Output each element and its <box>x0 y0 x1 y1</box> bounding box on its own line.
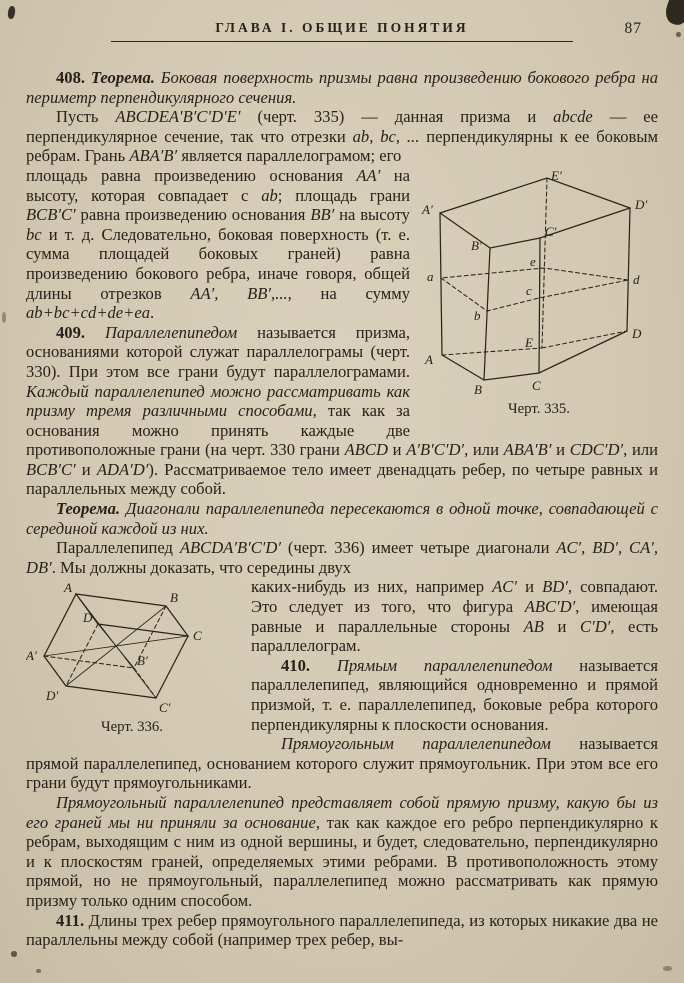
figure-336 <box>26 580 238 738</box>
prism-diagram <box>420 168 658 398</box>
text-run: и <box>543 616 580 636</box>
running-head: ГЛАВА I. ОБЩИЕ ПОНЯТИЯ <box>215 20 469 35</box>
text-block <box>26 20 658 950</box>
text-run: , есть параллелограм. <box>251 616 659 656</box>
text-run: BCB′C′ <box>26 205 76 225</box>
scan-speck <box>7 6 16 20</box>
scan-speck <box>2 312 6 323</box>
text-run: на высоту <box>334 205 410 225</box>
text-run: Пусть <box>56 107 116 127</box>
paragraph-diagonals-theorem <box>26 499 658 538</box>
page-body <box>26 68 658 950</box>
vertex-label: A <box>425 351 433 367</box>
text-run: AA′ <box>356 165 381 185</box>
text-run: . <box>150 303 155 323</box>
text-run: ABC′D′ <box>524 597 576 617</box>
text-run: Теорема. <box>56 499 121 519</box>
text-run: ABA′B′ <box>503 440 552 460</box>
text-run: C′D′ <box>580 616 611 636</box>
text-run: (черт. 336) имеет четыре диагонали <box>281 538 557 558</box>
page-header <box>26 20 658 50</box>
figure-caption-336: Черт. 336. <box>100 719 164 736</box>
text-run: A′B′C′D′ <box>406 440 465 460</box>
paragraph-rectangular-props <box>26 793 658 911</box>
text-run: перпендикулярны к ее боковым ребрам. Грань <box>26 126 658 166</box>
text-run: ABCDEA′B′C′D′E′ <box>115 107 241 127</box>
text-run: каких-нибудь из них, например <box>251 577 493 597</box>
text-run: ABCDA′B′C′D′ <box>179 538 282 558</box>
text-run: , имеющая равные и параллельные стороны <box>251 597 658 636</box>
text-run: AC′ <box>492 577 517 597</box>
vertex-label: E′ <box>551 167 562 183</box>
text-run: и <box>551 440 570 460</box>
text-run: ABCD <box>344 440 388 460</box>
scan-speck <box>676 32 681 37</box>
text-run: AC′, BD′, CA′, DB′ <box>26 538 658 577</box>
text-run: называется параллелепипед, являющийся одновременно и прямой призмой, т. е. параллелепипед, боковые ребра которого перпендикулярны к плоскости основания. <box>251 655 658 734</box>
text-run: на высоту, которая совпадает с <box>26 165 410 205</box>
text-run: называется призма, основаниями которой служат параллелограмы (черт. 330). При этом все грани будут параллелограмами. <box>26 322 411 381</box>
text-run: bc <box>26 224 42 244</box>
vertex-label: A′ <box>422 201 433 217</box>
vertex-label: c <box>526 282 532 298</box>
text-run: площадь равна произведению основания <box>26 165 357 185</box>
vertex-label: A′ <box>26 648 37 664</box>
text-run: ). Рассматриваемое тело имеет двенадцать ребер, по четыре равных и параллельных между собой. <box>26 459 658 499</box>
text-run: и <box>516 577 543 597</box>
text-run: , так как каждое его ребро перпендикулярно к ребрам, выходящим с ним из одной вершины, и будет, следовательно, перпендикулярно и к плоскостям граней, определяемых этими ребрами. В противоположность этому прямой, но не прямоугольный, параллелепипед можно рассматривать как прямую призму только одним способом. <box>26 812 658 910</box>
text-run: AA′, BB′,..., <box>190 283 292 303</box>
text-run: Диагонали параллелепипеда пересекаются в одной точке, совпадающей с серединой каждой из них. <box>26 499 658 538</box>
text-run: на сумму <box>291 283 410 303</box>
vertex-label: a <box>427 268 434 284</box>
vertex-label: B′ <box>471 237 482 253</box>
vertex-label: C <box>532 377 541 393</box>
paragraph-408 <box>26 68 658 107</box>
text-run: ab+bc+cd+de+ea <box>26 303 151 323</box>
text-run: и <box>75 459 97 479</box>
text-run: равна произведению основания <box>75 205 311 225</box>
vertex-label: E <box>525 334 533 350</box>
text-run: ab, bc, ... <box>352 126 420 146</box>
scan-speck <box>36 969 41 973</box>
header-rule <box>111 41 573 42</box>
text-run: 408. <box>56 68 91 87</box>
vertex-label: C′ <box>545 223 557 239</box>
vertex-label: C′ <box>159 700 171 716</box>
vertex-label: B <box>474 381 482 397</box>
figure-335 <box>420 168 658 420</box>
text-run: Прямоугольным параллелепипедом <box>281 734 551 754</box>
vertex-label: D <box>83 610 93 626</box>
paragraph-diagonals-proof-start <box>26 538 658 577</box>
text-run: — ее перпендикулярное сечение, так что отрезки <box>26 107 659 146</box>
text-run: ab <box>261 185 278 205</box>
paragraph-rectangular-def <box>26 734 658 793</box>
prism-solid-edges <box>440 178 630 380</box>
text-run: Длины трех ребер прямоугольного параллелепипеда, из которых никакие два не параллельны между собой (например трех ребер, вы- <box>26 910 658 950</box>
scan-speck <box>662 0 684 28</box>
text-run: ABA′B′ <box>129 146 178 166</box>
vertex-label: D′ <box>46 688 59 704</box>
scan-speck <box>11 951 17 957</box>
text-run: , или <box>623 440 658 460</box>
vertex-label: D <box>632 325 642 341</box>
text-run: Прямым параллелепипедом <box>336 655 553 675</box>
text-run: BCB′C′ <box>26 459 76 479</box>
text-run: называется прямой параллелепипед, основанием которого служит прямоугольник. При этом все его грани будут прямоугольниками. <box>26 734 658 793</box>
vertex-label: C <box>193 628 202 644</box>
text-run: является параллелограмом; его <box>177 146 402 166</box>
text-run: Параллелепипед <box>56 538 180 558</box>
text-run: Теорема. <box>90 68 155 87</box>
page-number: 87 <box>624 20 642 37</box>
text-run: Боковая поверхность призмы равна произведению бокового ребра на периметр перпендикулярного сечения. <box>26 68 658 107</box>
vertex-label: d <box>633 271 640 287</box>
text-run: и т. д. Следовательно, боковая поверхность (т. е. сумма площадей боковых граней) равна произведению бокового ребра, иначе говоря, общей длины отрезков <box>26 224 410 303</box>
parallelepiped-diagonals <box>44 594 188 698</box>
text-run: CDC′D′ <box>569 440 624 460</box>
text-run: AB <box>523 616 544 636</box>
text-run: , или <box>464 440 504 460</box>
vertex-label: b <box>474 307 481 323</box>
text-run: ; площадь грани <box>277 185 410 205</box>
text-run: BB′ <box>310 205 335 225</box>
text-run: . Мы должны доказать, что середины двух <box>51 557 352 577</box>
vertex-label: B <box>170 590 178 606</box>
text-run: 410. <box>281 655 337 675</box>
vertex-label: A <box>64 580 72 596</box>
text-run: , так как за основания можно принять каждые две противоположные грани (на черт. 330 грани <box>26 401 410 460</box>
text-run: ADA′D′ <box>96 459 149 479</box>
text-run: Прямоугольный параллелепипед представляет собой прямую призму, какую бы из его граней мы ни приняли за основание <box>26 792 658 832</box>
paragraph-prism-proof-start <box>26 107 658 166</box>
text-run: Каждый параллелепипед можно рассматривать как призму тремя различными способами <box>26 381 410 421</box>
text-run: 411. <box>56 910 89 930</box>
text-run: , совпадают. Это следует из того, что фигура <box>251 577 658 617</box>
text-run: BD′ <box>542 577 568 597</box>
vertex-label: D′ <box>635 196 648 212</box>
vertex-label: e <box>530 253 536 269</box>
text-run: 409. <box>56 322 105 342</box>
text-run: и <box>387 440 407 460</box>
text-run: (черт. 335) — данная призма и <box>240 107 554 127</box>
paragraph-411 <box>26 911 658 950</box>
text-run: abcde <box>553 107 593 127</box>
scan-speck <box>663 966 672 971</box>
parallelepiped-diagram <box>26 580 238 716</box>
figure-caption-335: Черт. 335. <box>507 400 571 417</box>
vertex-label: B′ <box>137 653 148 669</box>
text-run: Параллелепипедом <box>104 322 238 342</box>
